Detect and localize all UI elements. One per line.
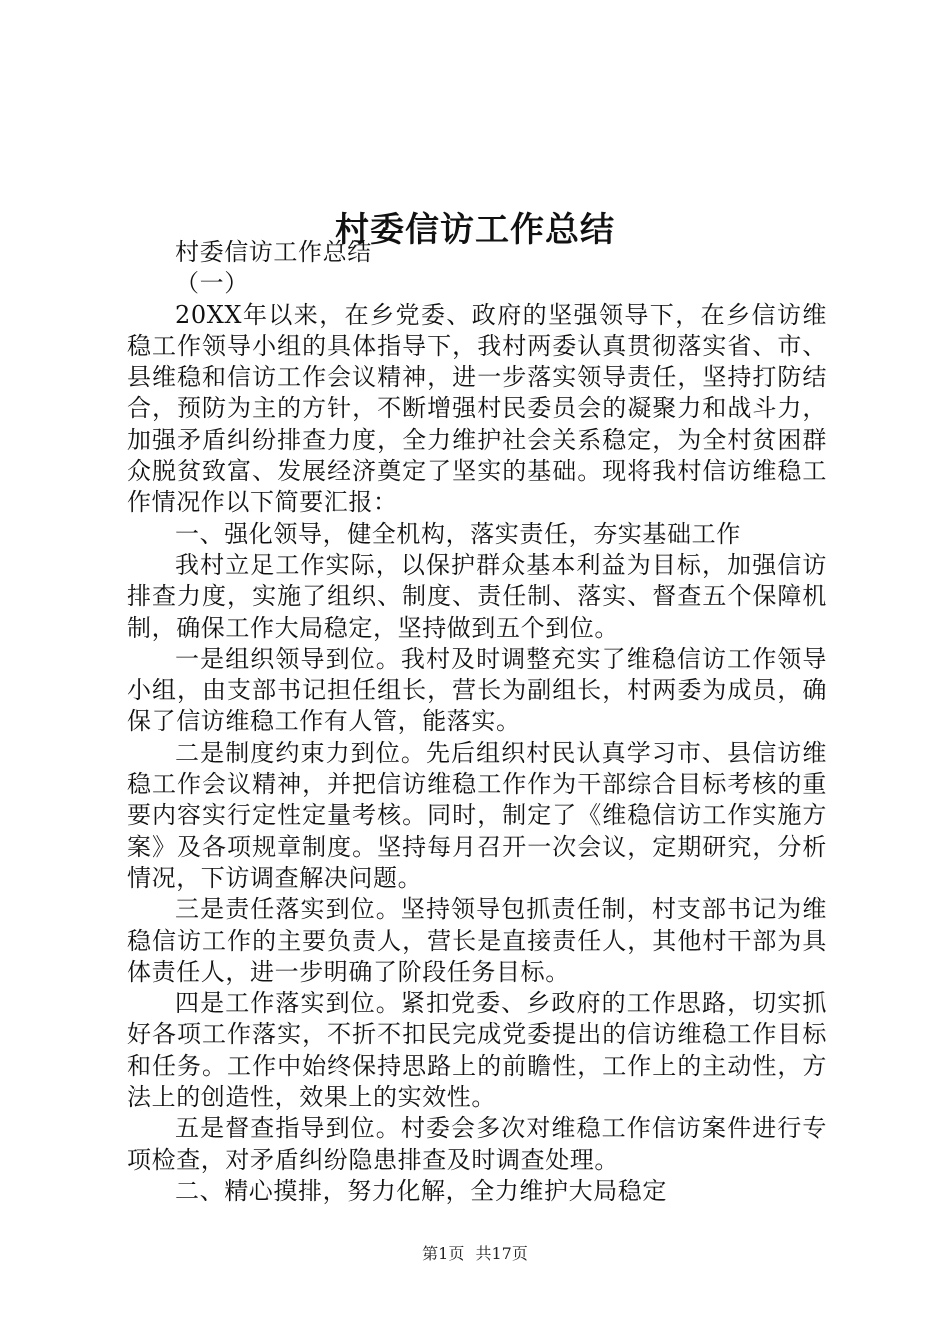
page-number: 第1页 [422,1244,465,1263]
section-number-paragraph: （一） [175,269,249,298]
page-total: 共17页 [475,1244,528,1263]
body-paragraph: 五是督查指导到位。村委会多次对维稳工作信访案件进行专项检查，对矛盾纠纷隐患排查及时调查处理。 [127,1114,827,1174]
document-title: 村委信访工作总结 [335,209,615,250]
document-body [127,237,827,1207]
section-heading: 二、精心摸排，努力化解，全力维护大局稳定 [175,1176,667,1205]
section-heading: 一、强化领导，健全机构，落实责任，夯实基础工作 [175,519,741,548]
body-paragraph: 四是工作落实到位。紧扣党委、乡政府的工作思路，切实抓好各项工作落实，不折不扣民完成党委提出的信访维稳工作目标和任务。工作中始终保持思路上的前瞻性，工作上的主动性，方法上的创造性，效果上的实效性。 [127,989,827,1112]
body-paragraph: 我村立足工作实际，以保护群众基本利益为目标，加强信访排查力度，实施了组织、制度、责任制、落实、督查五个保障机制，确保工作大局稳定，坚持做到五个到位。 [127,550,827,642]
page-footer [0,1243,950,1265]
body-paragraph: 三是责任落实到位。坚持领导包抓责任制，村支部书记为维稳信访工作的主要负责人，营长是直接责任人，其他村干部为具体责任人，进一步明确了阶段任务目标。 [127,895,827,986]
subtitle-paragraph: 村委信访工作总结 [175,238,372,266]
body-paragraph: 一是组织领导到位。我村及时调整充实了维稳信访工作领导小组，由支部书记担任组长，营长为副组长，村两委为成员，确保了信访维稳工作有人管，能落实。 [127,644,827,736]
body-paragraph: 20XX年以来，在乡党委、政府的坚强领导下，在乡信访维稳工作领导小组的具体指导下，我村两委认真贯彻落实省、市、县维稳和信访工作会议精神，进一步落实领导责任，坚持打防结合，预防为主的方针，不断增强村民委员会的凝聚力和战斗力，加强矛盾纠纷排查力度，全力维护社会关系稳定，为全村贫困群众脱贫致富、发展经济奠定了坚实的基础。现将我村信访维稳工作情况作以下简要汇报： [127,300,827,517]
body-paragraph: 二是制度约束力到位。先后组织村民认真学习市、县信访维稳工作会议精神，并把信访维稳工作作为干部综合目标考核的重要内容实行定性定量考核。同时，制定了《维稳信访工作实施方案》及各项规章制度。坚持每月召开一次会议，定期研究，分析情况，下访调查解决问题。 [127,738,827,892]
